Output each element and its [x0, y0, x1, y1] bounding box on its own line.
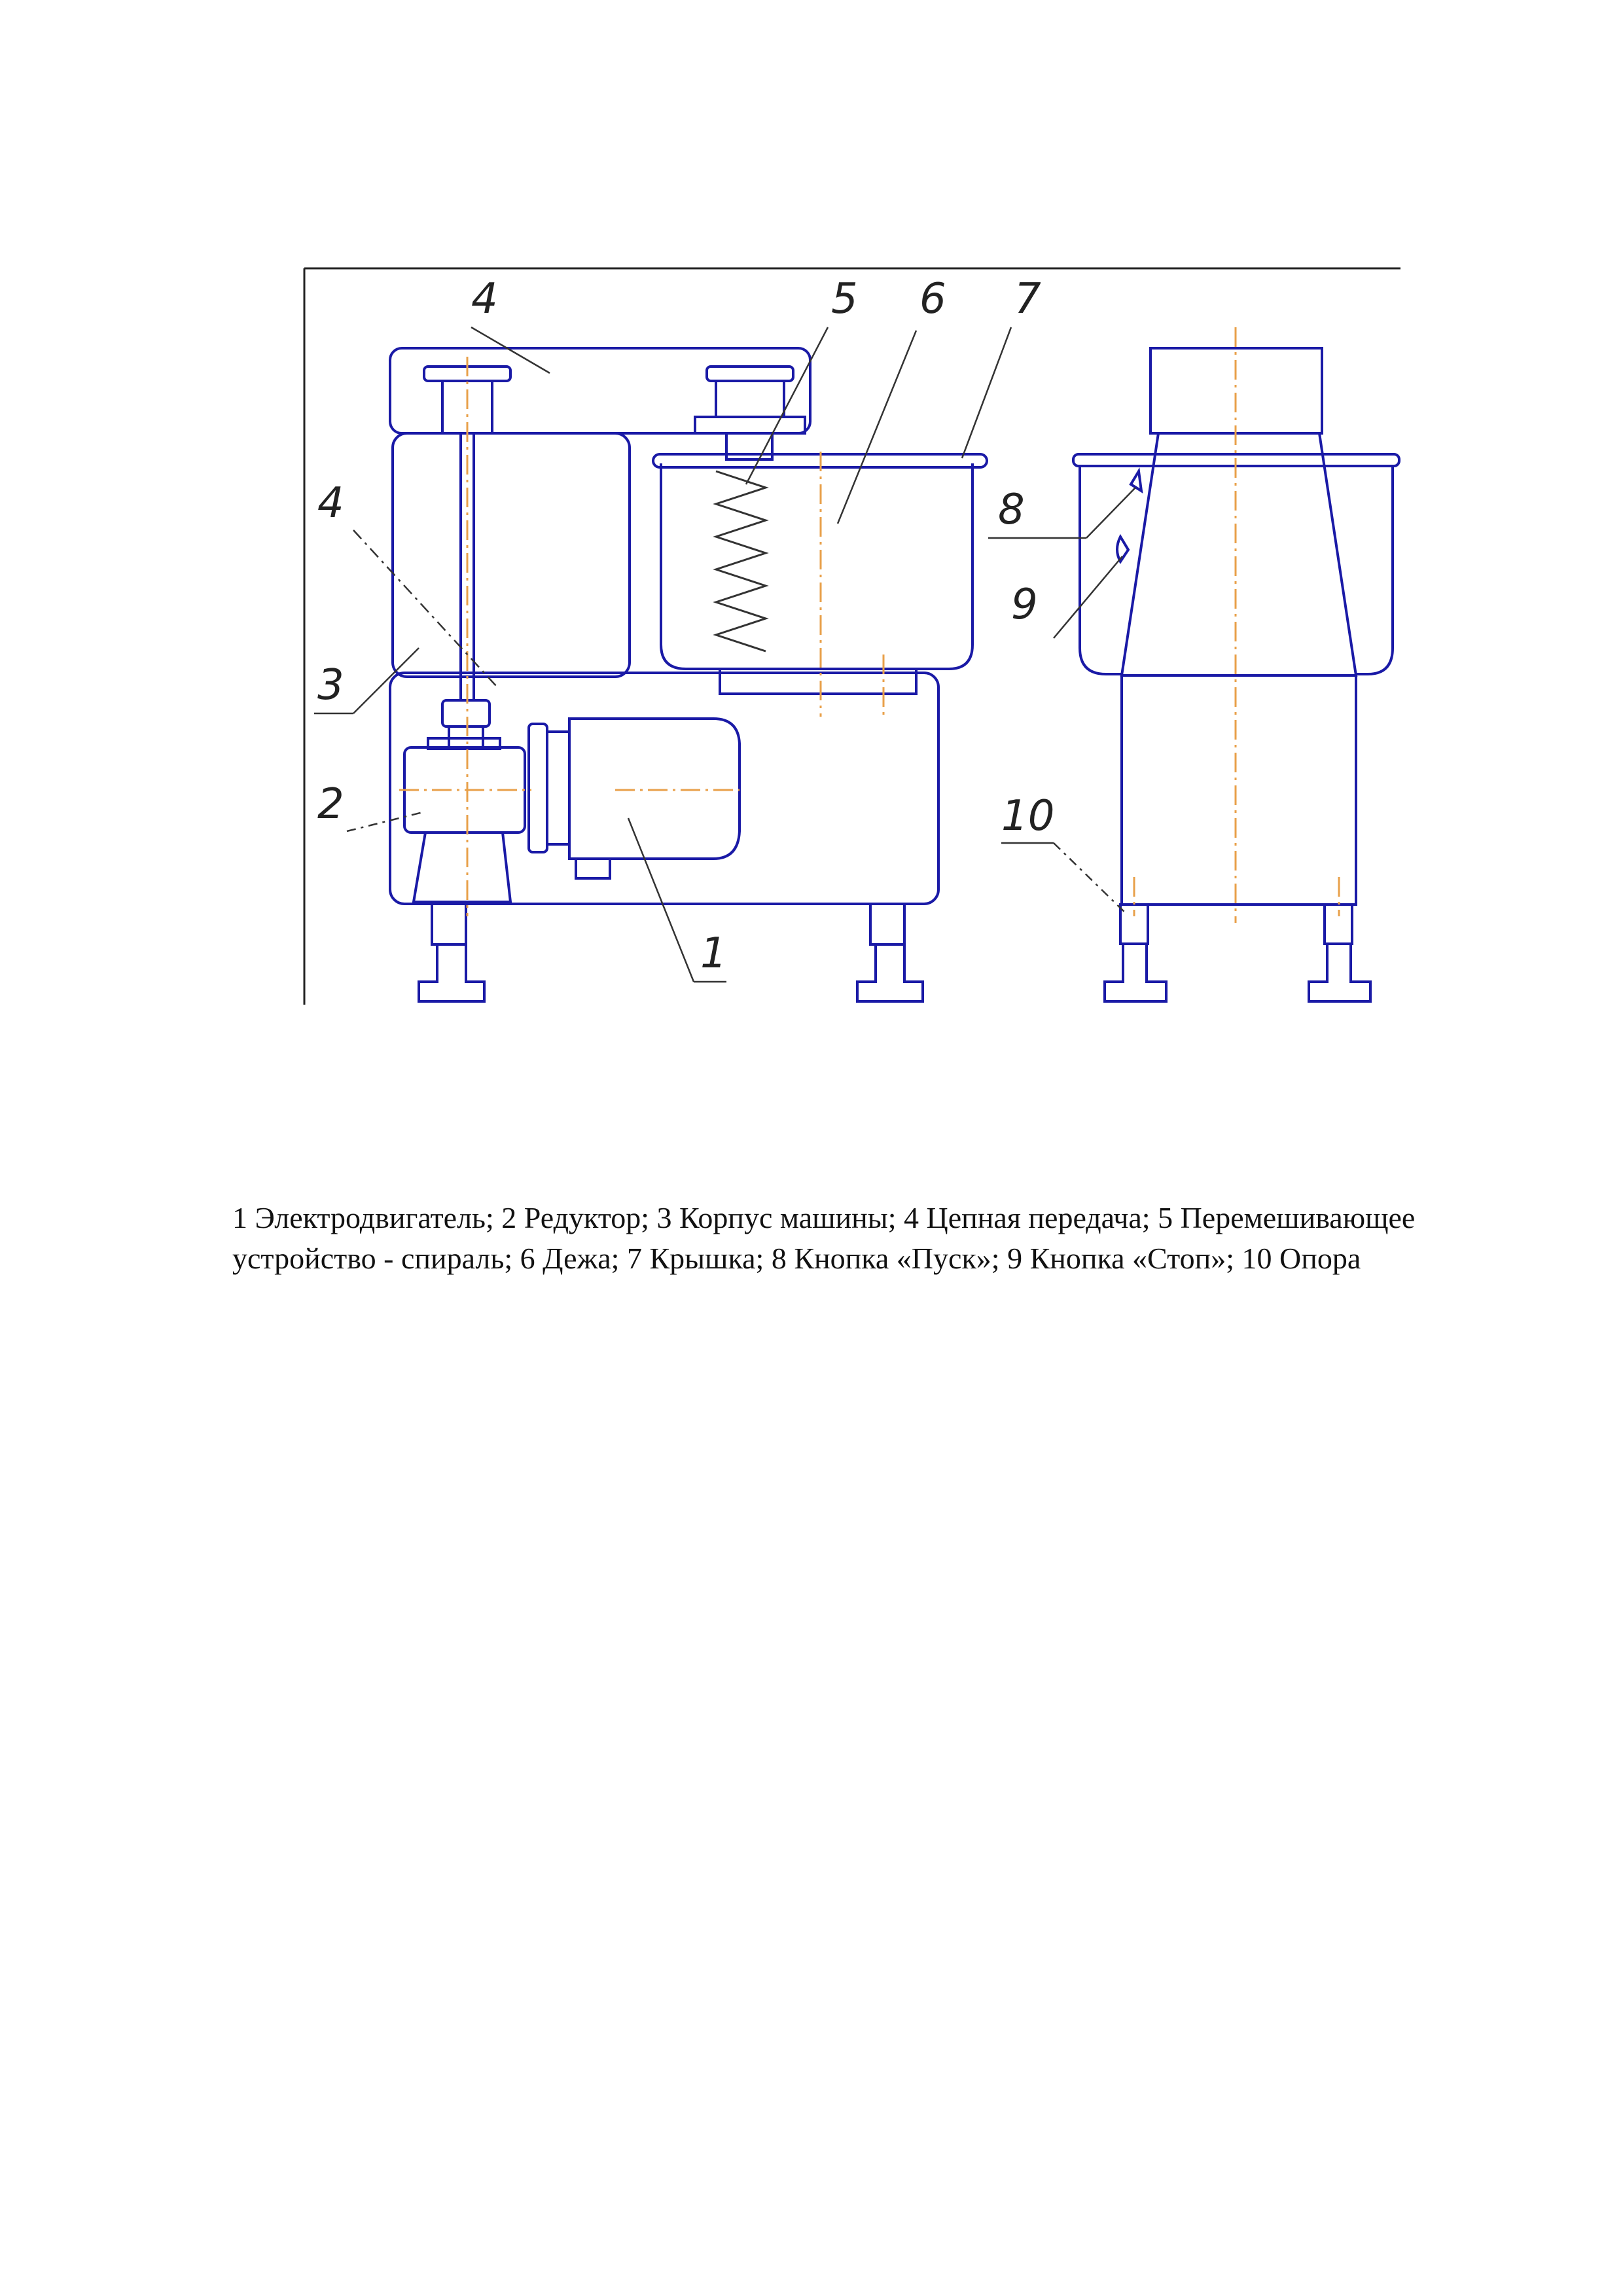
callout-5: 5 — [831, 275, 858, 323]
side-cone — [1122, 433, 1356, 675]
motor-flange — [529, 724, 547, 852]
callout-6: 6 — [919, 275, 946, 323]
motor — [569, 719, 740, 859]
callout-7: 7 — [1014, 275, 1041, 323]
callout-1: 1 — [700, 929, 727, 978]
chain-housing — [390, 348, 810, 433]
mixer-drawing — [0, 0, 1623, 1047]
upper-compartment — [393, 433, 630, 677]
callout-4-top: 4 — [471, 275, 498, 323]
stop-button — [1117, 537, 1128, 562]
callout-4-left: 4 — [317, 479, 344, 528]
callout-9: 9 — [1011, 581, 1038, 629]
side-body — [1122, 675, 1356, 905]
machine-body — [390, 673, 938, 904]
callout-3: 3 — [317, 661, 344, 709]
callout-8: 8 — [998, 486, 1025, 534]
leader-lines — [314, 327, 1135, 982]
spiral — [716, 471, 766, 651]
side-view — [1073, 348, 1399, 1001]
callout-2: 2 — [317, 780, 344, 829]
figure-caption: 1 Электродвигатель; 2 Редуктор; 3 Корпус машины; 4 Цепная передача; 5 Перемешивающее устройство - спираль; 6 Дежа; 7 Крышка; 8 Кнопка «Пуск»; 9 Кнопка «Стоп»; 10 Опора — [232, 1201, 1416, 1275]
front-view — [390, 348, 987, 1001]
callout-10: 10 — [1001, 792, 1055, 840]
bowl — [661, 463, 972, 669]
start-button — [1131, 471, 1141, 491]
